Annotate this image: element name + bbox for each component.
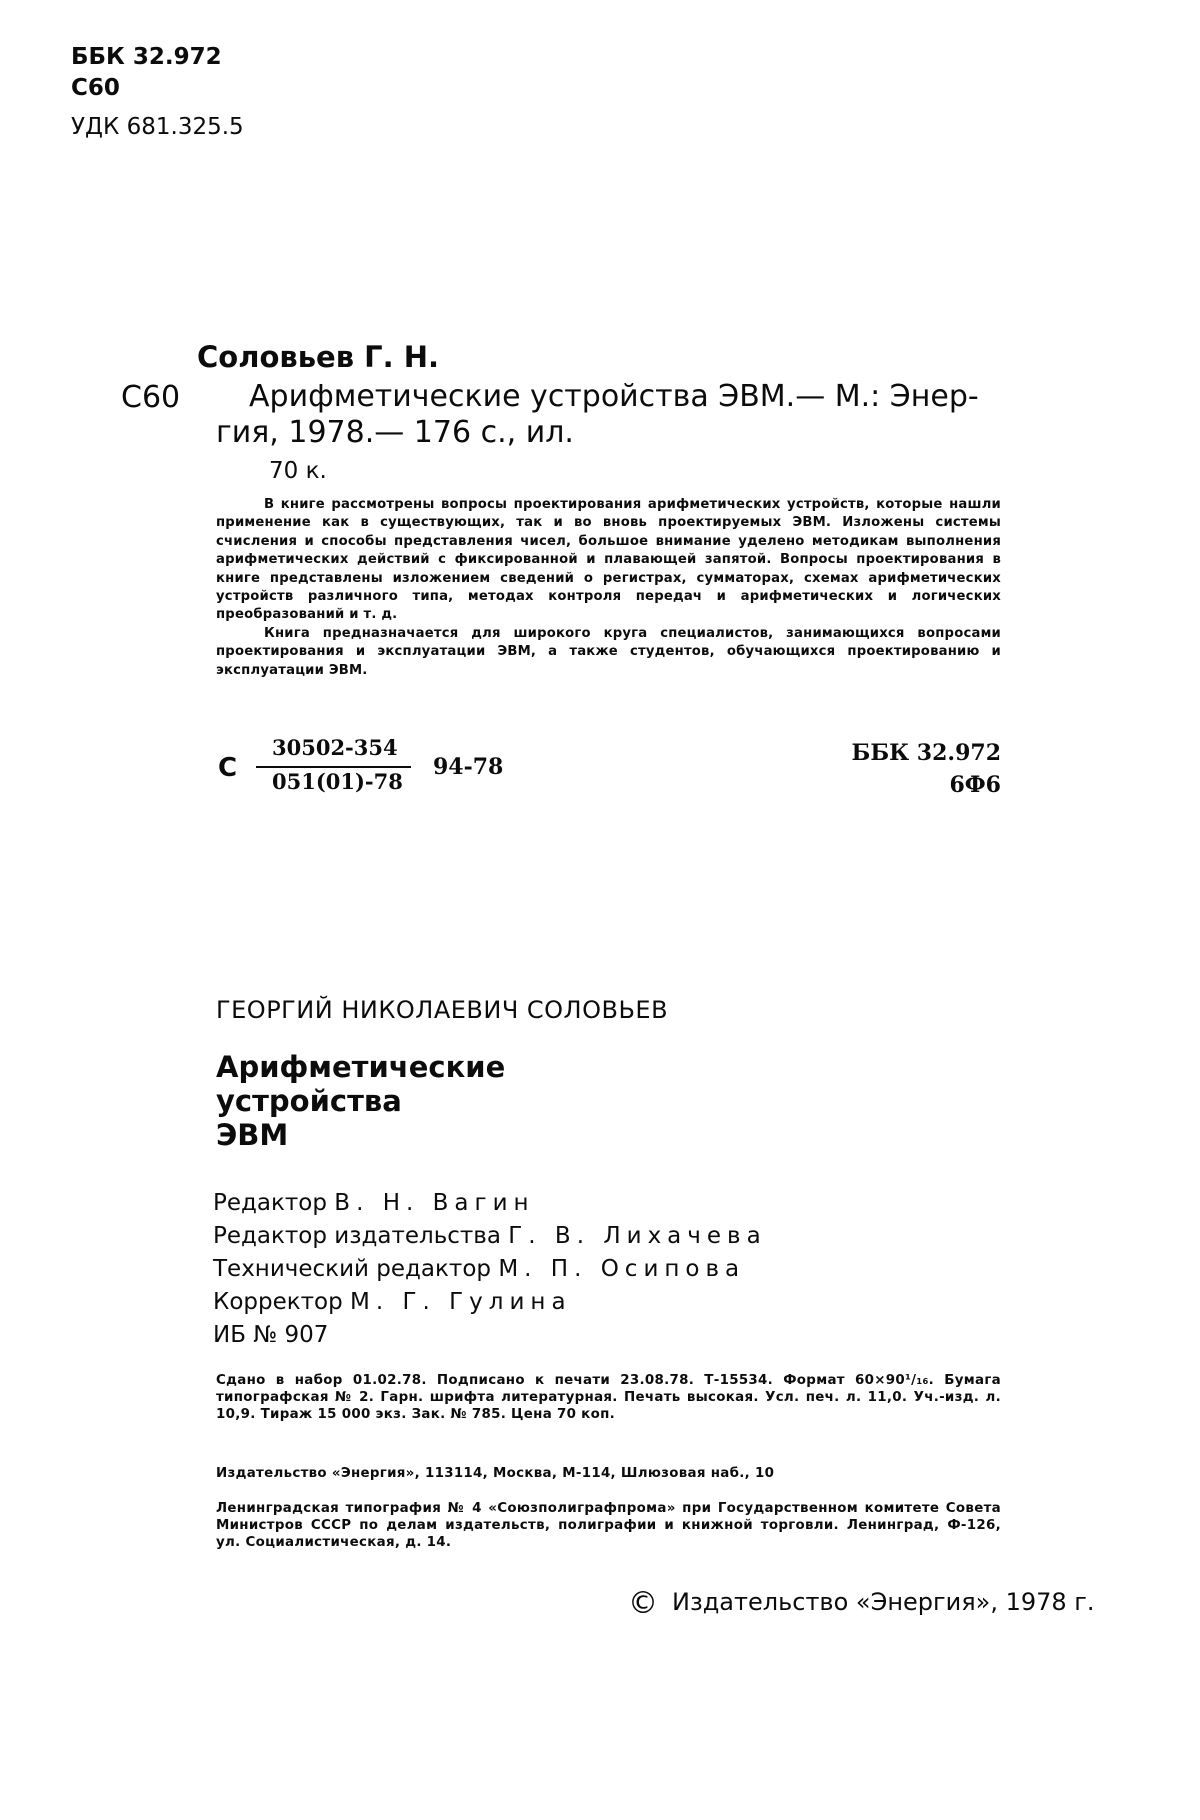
copyright-icon: © (628, 1586, 658, 1621)
book-title-line2: устройства (216, 1084, 402, 1118)
full-author-name: ГЕОРГИЙ НИКОЛАЕВИЧ СОЛОВЬЕВ (216, 996, 669, 1024)
credit-tech-editor (213, 1253, 767, 1286)
catalog-price: 70 к. (269, 458, 327, 484)
credit-editor (213, 1187, 767, 1220)
credit-tech-editor-label: Технический редактор (213, 1256, 491, 1282)
index-denominator: 051(01)-78 (272, 769, 403, 794)
c60-code: С60 (71, 75, 120, 101)
credit-pub-editor (213, 1220, 767, 1253)
abstract-paragraph-2: Книга предназначается для широкого круга специалистов, занимающихся вопросами проектирования и эксплуатации ЭВМ, а также студентов, обучающихся проектированию и эксплуатации ЭВМ. (216, 625, 1001, 678)
credit-corrector (213, 1286, 767, 1319)
printer-info: Ленинградская типография № 4 «Союзполиграфпрома» при Государственном комитете Совета Министров СССР по делам издательств, полиграфии и книжной торговли. Ленинград, Ф-126, ул. Социалистическая, д. 14. (216, 1501, 1001, 1551)
index-letter: С (218, 753, 238, 783)
bbk-code: ББК 32.972 (71, 44, 222, 70)
credits (213, 1187, 767, 1352)
fraction-line (256, 766, 411, 768)
credit-ib-number: ИБ № 907 (213, 1322, 329, 1348)
index-numerator: 30502-354 (272, 735, 398, 760)
book-title-line1: Арифметические (216, 1050, 506, 1084)
credit-tech-editor-name: М. П. Осипова (498, 1256, 746, 1282)
catalog-title-line2: гия, 1978.— 176 с., ил. (216, 415, 574, 450)
credit-corrector-label: Корректор (213, 1289, 343, 1315)
book-title (216, 1050, 505, 1152)
print-info: Сдано в набор 01.02.78. Подписано к печати 23.08.78. Т-15534. Формат 60×90¹/₁₆. Бумага типографская № 2. Гарн. шрифта литературная. Печать высокая. Усл. печ. л. 11,0. Уч.-изд. л. 10,9. Тираж 15 000 экз. Зак. № 785. Цена 70 коп. (216, 1373, 1001, 1423)
credit-corrector-name: М. Г. Гулина (350, 1289, 572, 1315)
credit-pub-editor-label: Редактор издательства (213, 1223, 501, 1249)
book-title-line3: ЭВМ (216, 1118, 289, 1152)
credit-editor-label: Редактор (213, 1190, 327, 1216)
abstract-paragraph-1: В книге рассмотрены вопросы проектирования арифметических устройств, которые нашли применение как в существующих, так и во вновь проектируемых ЭВМ. Изложены системы счисления и способы представления чисел, большое внимание уделено методикам выполнения арифметических действий с фиксированной и плавающей запятой. Вопросы проектирования в книге представлены изложением сведений о регистрах, сумматорах, схемах арифметических устройств различного типа, методах контроля передач и арифметических и логических преобразований и т. д. (216, 497, 1001, 623)
index-side-number: 94-78 (433, 754, 504, 780)
copyright (628, 1586, 1095, 1621)
catalog-abstract (216, 496, 1001, 680)
catalog-title-line1: Арифметические устройства ЭВМ.— М.: Энер- (249, 379, 979, 414)
index-bbk-subcode: 6Ф6 (949, 772, 1001, 798)
copyright-text: Издательство «Энергия», 1978 г. (672, 1588, 1095, 1616)
catalog-code: С60 (121, 380, 181, 415)
credit-pub-editor-name: Г. В. Лихачева (508, 1223, 767, 1249)
catalog-author: Соловьев Г. Н. (197, 340, 440, 374)
index-bbk-code: ББК 32.972 (851, 740, 1001, 766)
udk-code: УДК 681.325.5 (71, 114, 244, 140)
publisher-address: Издательство «Энергия», 113114, Москва, М-114, Шлюзовая наб., 10 (216, 1466, 775, 1481)
credit-editor-name: В. Н. Вагин (334, 1190, 535, 1216)
index-bbk (852, 737, 1001, 801)
